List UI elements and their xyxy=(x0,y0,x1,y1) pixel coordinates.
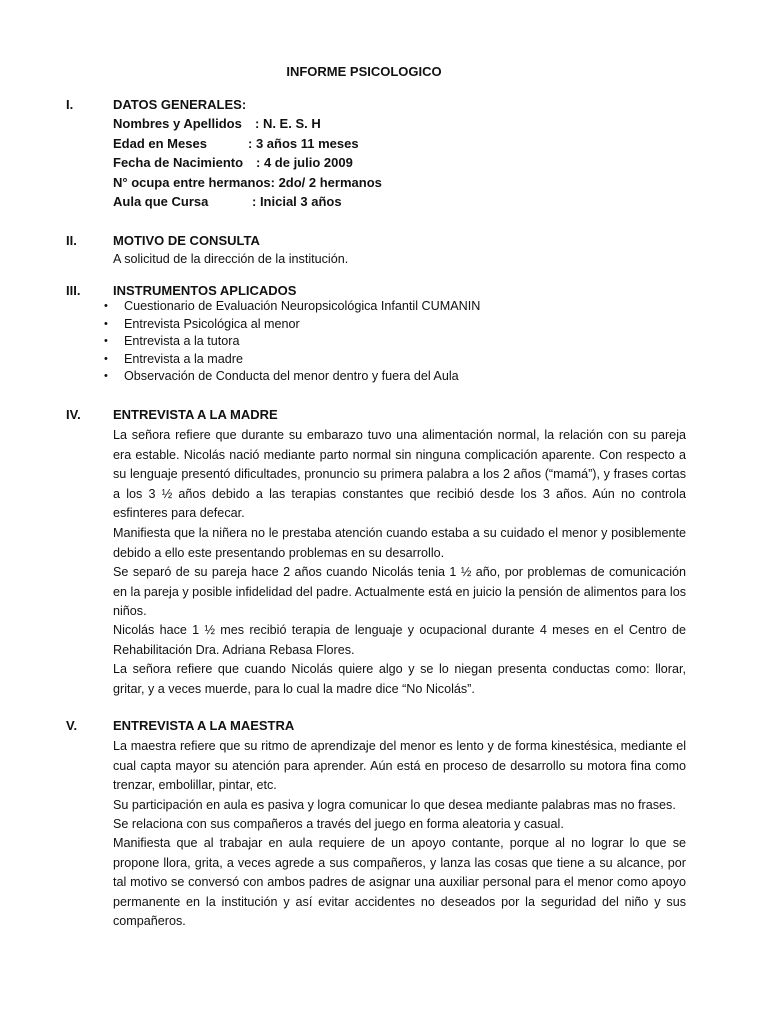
list-item: • Entrevista a la madre xyxy=(100,351,480,369)
list-item: • Cuestionario de Evaluación Neuropsicológica Infantil CUMANIN xyxy=(100,298,480,316)
section-2-text: A solicitud de la dirección de la institución. xyxy=(113,252,349,266)
section-5-paragraph-1: La maestra refiere que su ritmo de aprendizaje del menor es lento y de forma kinestésica, mediante el cual capta mayor su atención para aprender. Aún está en proceso de desarrollo su motora fina como trenzar, embolillar, pintar, etc. xyxy=(113,739,686,792)
section-4-paragraph-2: Manifiesta que la niñera no le prestaba atención cuando estaba a su cuidado el menor y posiblemente debido a ello este presentando problemas en su desarrollo. xyxy=(113,526,686,560)
section-5-paragraph-2: Su participación en aula es pasiva y logra comunicar lo que desea mediante palabras mas no frases. xyxy=(113,798,676,812)
list-item: • Observación de Conducta del menor dentro y fuera del Aula xyxy=(100,368,480,386)
section-4-paragraph-1: La señora refiere que durante su embarazo tuvo una alimentación normal, la relación con su pareja era estable. Nicolás nació mediante parto normal sin ninguna complicación aparente. Con respecto a su lenguaje presentó dificultades, pronuncio su primera palabra a los 2 años (“mamá”), y frases cortas a los 3 ½ años debido a las terapias constantes que recibió desde los 3 años. Aún no controla esfinteres para defecar. xyxy=(113,428,686,520)
section-5-heading: ENTREVISTA A LA MAESTRA xyxy=(113,718,295,733)
section-4-number: IV. xyxy=(66,407,81,422)
bullet-icon: • xyxy=(104,317,108,330)
field-nombres-value: : N. E. S. H xyxy=(255,116,321,131)
bullet-icon: • xyxy=(104,300,108,312)
field-edad-value: : 3 años 11 meses xyxy=(248,136,359,151)
field-edad xyxy=(113,136,207,151)
section-5-paragraph-3: Se relaciona con sus compañeros a través del juego en forma aleatoria y casual. xyxy=(113,817,564,831)
section-4-paragraph-3: Se separó de su pareja hace 2 años cuando Nicolás tenia 1 ½ año, por problemas de comunicación en la pareja y posible infidelidad del padre. Actualmente está en juicio la pensión de alimentos para los niños. xyxy=(113,565,686,618)
bullet-icon: • xyxy=(104,335,108,348)
bullet-icon: • xyxy=(104,352,108,365)
field-fecha-value: : 4 de julio 2009 xyxy=(256,155,353,170)
list-item: • Entrevista a la tutora xyxy=(100,333,480,351)
field-aula-value: : Inicial 3 años xyxy=(252,194,342,209)
bullet-icon: • xyxy=(104,370,108,383)
field-aula xyxy=(113,194,208,209)
field-nombres-label: Nombres y Apellidos xyxy=(113,116,242,131)
section-3-number: III. xyxy=(66,283,81,298)
field-fecha-label: Fecha de Nacimiento xyxy=(113,155,244,170)
section-2-heading: MOTIVO DE CONSULTA xyxy=(113,233,260,248)
section-4-heading: ENTREVISTA A LA MADRE xyxy=(113,407,278,422)
field-nombres xyxy=(113,116,242,131)
field-fecha xyxy=(113,155,243,170)
section-1-number: I. xyxy=(66,97,74,112)
document-title: INFORME PSICOLOGICO xyxy=(286,64,442,79)
field-aula-label: Aula que Cursa xyxy=(113,194,209,209)
section-4-paragraph-4: Nicolás hace 1 ½ mes recibió terapia de lenguaje y ocupacional durante 4 meses en el Centro de Rehabilitación Dra. Adriana Rebasa Flores. xyxy=(113,623,686,657)
list-item: • Entrevista Psicológica al menor xyxy=(100,316,480,334)
field-hermanos-label: N° ocupa entre hermanos: 2do/ 2 hermanos xyxy=(113,175,382,190)
field-hermanos xyxy=(113,175,382,190)
section-3-heading: INSTRUMENTOS APLICADOS xyxy=(113,283,297,298)
section-4-paragraph-5: La señora refiere que cuando Nicolás quiere algo y se lo niegan presenta conductas como: llorar, gritar, y a veces muerde, para lo cual la madre dice “No Nicolás”. xyxy=(113,662,686,696)
section-1-heading: DATOS GENERALES: xyxy=(113,97,247,112)
section-2-number: II. xyxy=(66,233,77,248)
section-5-paragraph-4: Manifiesta que al trabajar en aula requiere de un apoyo contante, porque al no lograr lo que se propone llora, grita, a veces agrede a sus compañeros, y lanza las cosas que tiene a su alcance, por tal motivo se conversó con ambos padres de asignar una auxiliar personal para el menor como apoyo permanente en la institución y así evitar accidentes no deseados por la seguridad del niño y sus compañeros. xyxy=(113,836,686,928)
section-5-number: V. xyxy=(66,718,78,733)
instruments-list xyxy=(100,298,480,386)
field-edad-label: Edad en Meses xyxy=(113,136,207,151)
